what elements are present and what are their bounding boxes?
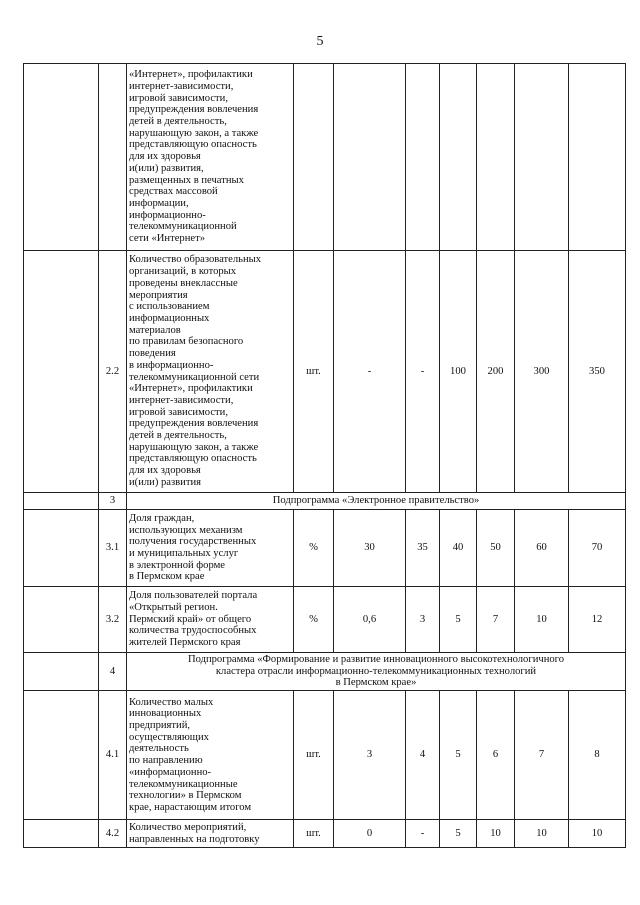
value-cell: 4: [406, 691, 440, 820]
value-cell: -: [406, 820, 440, 848]
value-cell: 0: [334, 820, 406, 848]
blank-cell: [24, 251, 99, 493]
value-cell: 12: [569, 587, 626, 653]
unit-cell: [294, 64, 334, 251]
table-row: [24, 510, 626, 587]
value-cell: 5: [440, 820, 477, 848]
value-cell: [406, 64, 440, 251]
indicator-name: Доля граждан, использующих механизм получения государственных и муниципальных услуг в электронной форме в Пермском крае: [127, 510, 294, 587]
value-cell: [477, 64, 515, 251]
value-cell: 60: [515, 510, 569, 587]
unit-cell: шт.: [294, 691, 334, 820]
blank-cell: [24, 820, 99, 848]
value-cell: 10: [515, 820, 569, 848]
table-row: [24, 587, 626, 653]
blank-cell: [24, 510, 99, 587]
value-cell: 0,6: [334, 587, 406, 653]
value-cell: 6: [477, 691, 515, 820]
value-cell: 8: [569, 691, 626, 820]
value-cell: 100: [440, 251, 477, 493]
value-cell: [569, 64, 626, 251]
value-cell: [515, 64, 569, 251]
value-cell: 70: [569, 510, 626, 587]
value-cell: 3: [334, 691, 406, 820]
blank-cell: [24, 493, 99, 510]
table-row: [24, 691, 626, 820]
value-cell: 5: [440, 587, 477, 653]
section-row: [24, 653, 626, 691]
value-cell: 10: [569, 820, 626, 848]
value-cell: -: [406, 251, 440, 493]
row-number: 4: [99, 653, 127, 691]
value-cell: 3: [406, 587, 440, 653]
section-row: [24, 493, 626, 510]
value-cell: 30: [334, 510, 406, 587]
row-number: 3.1: [99, 510, 127, 587]
row-number: 2.2: [99, 251, 127, 493]
value-cell: 200: [477, 251, 515, 493]
row-number: [99, 64, 127, 251]
table-row: [24, 820, 626, 848]
page-number: 5: [316, 34, 324, 49]
value-cell: [440, 64, 477, 251]
blank-cell: [24, 587, 99, 653]
value-cell: 300: [515, 251, 569, 493]
value-cell: 5: [440, 691, 477, 820]
row-number: 3.2: [99, 587, 127, 653]
value-cell: 7: [477, 587, 515, 653]
unit-cell: %: [294, 587, 334, 653]
unit-cell: %: [294, 510, 334, 587]
row-number: 4.1: [99, 691, 127, 820]
indicator-name: Количество мероприятий, направленных на подготовку: [127, 820, 294, 848]
value-cell: 10: [477, 820, 515, 848]
indicator-name: «Интернет», профилактики интернет-зависимости, игровой зависимости, предупреждения вовлечения детей в деятельность, нарушающую закон, а также представляющую опасность для их здоровья и(или) развития, размещенных в печатных средствах массовой информации, информационно- телекоммуникационной сети «Интернет»: [127, 64, 294, 251]
row-number: 3: [99, 493, 127, 510]
section-title: Подпрограмма «Формирование и развитие инновационного высокотехнологичного кластера отрасли информационно-телекоммуникационных технологий в Пермском крае»: [127, 653, 626, 691]
section-title: Подпрограмма «Электронное правительство»: [127, 493, 626, 510]
value-cell: 40: [440, 510, 477, 587]
indicator-name: Доля пользователей портала «Открытый регион. Пермский край» от общего количества трудоспособных жителей Пермского края: [127, 587, 294, 653]
indicator-name: Количество образовательных организаций, в которых проведены внеклассные мероприятия с использованием информационных материалов по правилам безопасного поведения в информационно- телекоммуникационной сети «Интернет», профилактики интернет-зависимости, игровой зависимости, предупреждения вовлечения детей в деятельность, нарушающую закон, а также представляющую опасность для их здоровья и(или) развития: [127, 251, 294, 493]
unit-cell: шт.: [294, 251, 334, 493]
blank-cell: [24, 64, 99, 251]
row-number: 4.2: [99, 820, 127, 848]
value-cell: 10: [515, 587, 569, 653]
table-body: [24, 64, 626, 848]
value-cell: 35: [406, 510, 440, 587]
unit-cell: шт.: [294, 820, 334, 848]
indicators-table: [23, 63, 626, 848]
value-cell: [334, 64, 406, 251]
blank-cell: [24, 653, 99, 691]
value-cell: 350: [569, 251, 626, 493]
table-row: [24, 251, 626, 493]
table-row: [24, 64, 626, 251]
value-cell: -: [334, 251, 406, 493]
value-cell: 7: [515, 691, 569, 820]
blank-cell: [24, 691, 99, 820]
indicator-name: Количество малых инновационных предприятий, осуществляющих деятельность по направлению «информационно- телекоммуникационные технологии» в Пермском крае, нарастающим итогом: [127, 691, 294, 820]
value-cell: 50: [477, 510, 515, 587]
